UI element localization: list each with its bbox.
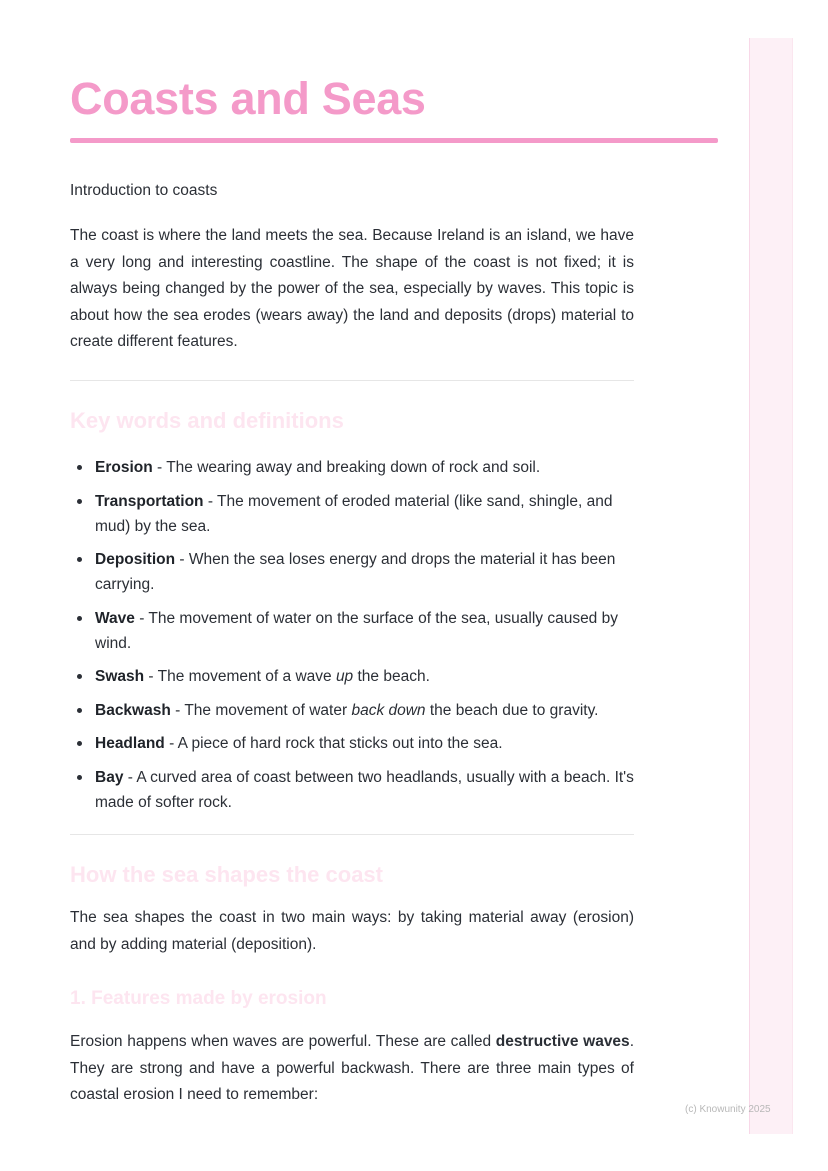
bullet-icon: [77, 741, 82, 746]
keyword-definition: - A curved area of coast between two headlands, usually with a beach. It's made of softer rock.: [95, 768, 634, 811]
bullet-icon: [77, 775, 82, 780]
erosion-text-before: Erosion happens when waves are powerful. These are called: [70, 1033, 496, 1050]
bullet-icon: [77, 708, 82, 713]
bullet-icon: [77, 616, 82, 621]
keyword-term: Backwash: [95, 701, 171, 719]
keyword-term: Erosion: [95, 459, 153, 476]
bullet-icon: [77, 674, 82, 679]
keyword-definition: - The movement of water: [170, 701, 352, 719]
keyword-term: Bay: [95, 768, 124, 786]
keyword-item: [70, 547, 634, 597]
shapes-heading: How the sea shapes the coast: [70, 862, 383, 887]
erosion-text-bold: destructive waves: [495, 1033, 630, 1050]
section-divider: [70, 834, 634, 835]
intro-label: Introduction to coasts: [70, 182, 218, 199]
bullet-icon: [77, 499, 82, 504]
keyword-term: Wave: [95, 609, 135, 627]
keyword-definition-end: the beach.: [353, 668, 430, 685]
document-page: [70, 62, 634, 1103]
erosion-heading: 1. Features made by erosion: [70, 988, 327, 1009]
keyword-definition: - A piece of hard rock that sticks out into the sea.: [164, 735, 503, 752]
bullet-icon: [77, 465, 82, 470]
keyword-emphasis: up: [335, 668, 354, 685]
shapes-paragraph: The sea shapes the coast in two main ways: by taking material away (erosion) and by adding material (deposition).: [70, 909, 634, 953]
page-side-strip: [749, 38, 793, 1134]
erosion-text-after: . They are strong and have a powerful backwash. There are three main types of coastal erosion I need to remember:: [70, 1033, 634, 1103]
keyword-definition: - When the sea loses energy and drops the material it has been carrying.: [95, 551, 616, 593]
keyword-item: [70, 455, 634, 480]
section-divider: [70, 380, 634, 381]
keyword-term: Transportation: [95, 492, 204, 510]
erosion-paragraph: [70, 1029, 634, 1109]
bullet-icon: [77, 557, 82, 562]
keyword-item: [70, 489, 634, 539]
keyword-definition: - The wearing away and breaking down of rock and soil.: [152, 459, 541, 476]
keyword-item: [70, 765, 634, 815]
keyword-term: Deposition: [95, 551, 176, 568]
keywords-heading: Key words and definitions: [70, 408, 344, 433]
keyword-item: [70, 606, 634, 656]
page-title: Coasts and Seas: [70, 73, 426, 124]
keywords-list: [70, 455, 634, 823]
keyword-item: [70, 698, 634, 723]
title-underline: [70, 138, 718, 143]
keyword-definition: - The movement of eroded material (like sand, shingle, and mud) by the sea.: [95, 492, 613, 535]
intro-paragraph: The coast is where the land meets the sea. Because Ireland is an island, we have a very long and interesting coastline. The shape of the coast is not fixed; it is always being changed by the power of the sea, especially by waves. This topic is about how the sea erodes (wears away) the land and deposits (drops) material to create different features.: [70, 227, 634, 350]
keyword-term: Headland: [95, 735, 165, 752]
keyword-definition-end: the beach due to gravity.: [425, 701, 599, 719]
keyword-item: [70, 731, 634, 756]
keyword-emphasis: back down: [351, 701, 426, 719]
keyword-term: Swash: [95, 668, 145, 685]
keyword-item: [70, 664, 634, 689]
keyword-definition: - The movement of a wave: [144, 668, 336, 685]
keyword-definition: - The movement of water on the surface of the sea, usually caused by wind.: [95, 609, 618, 652]
copyright-footer: (c) Knowunity 2025: [685, 1104, 771, 1115]
